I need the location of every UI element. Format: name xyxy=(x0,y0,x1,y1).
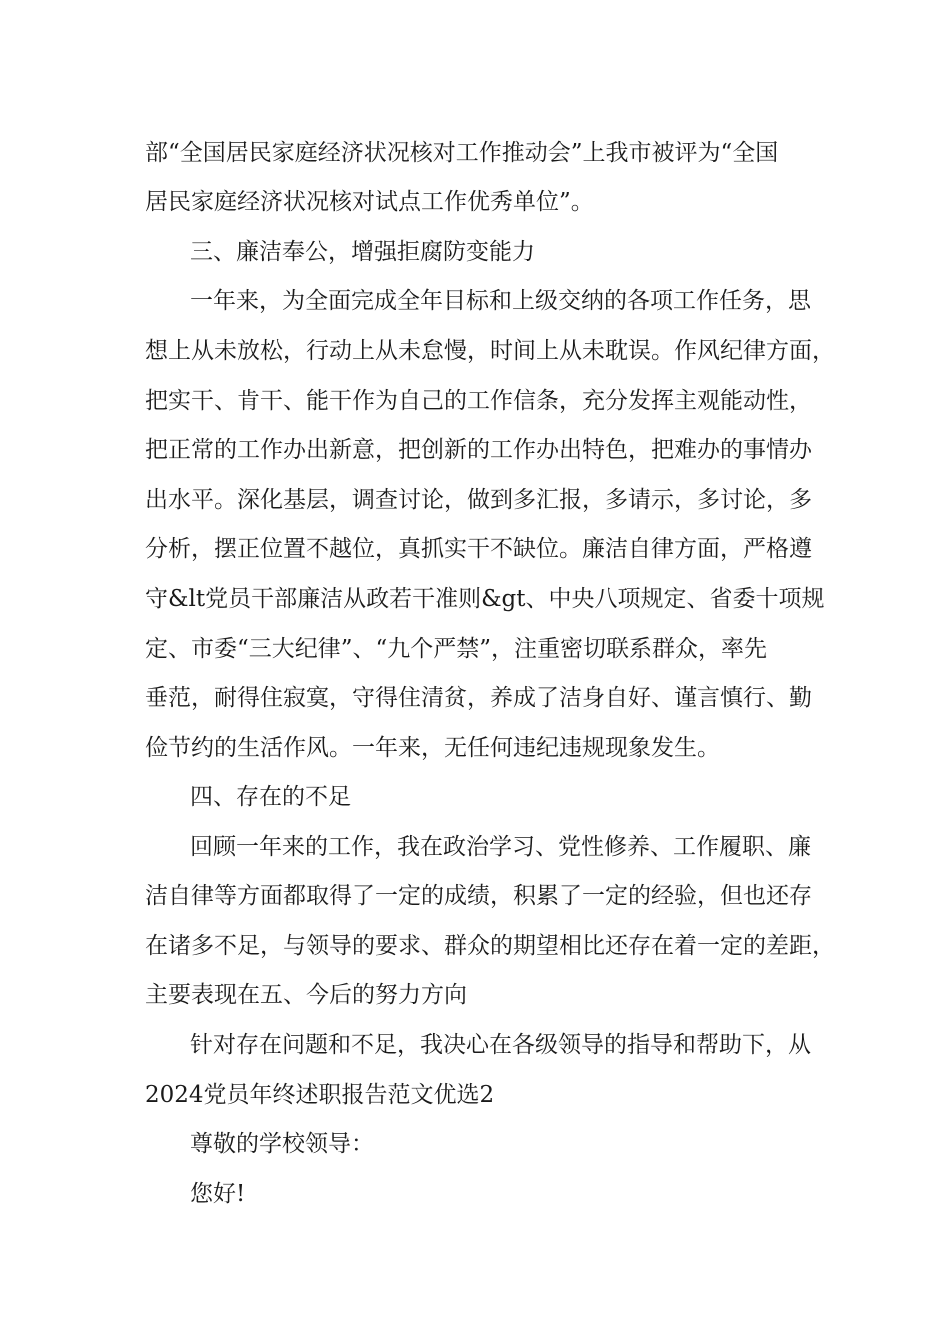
document-title: 2024党员年终述职报告范文优选2 xyxy=(145,1082,495,1108)
section-heading: 三、廉洁奉公，增强拒腐防变能力 xyxy=(190,239,535,265)
body-line: 部“全国居民家庭经济状况核对工作推动会”上我市被评为“全国 xyxy=(145,140,779,166)
body-line: 想上从未放松，行动上从未怠慢，时间上从未耽误。作风纪律方面， xyxy=(145,338,835,364)
body-line: 垂范，耐得住寂寞，守得住清贫，养成了洁身自好、谨言慎行、勤 xyxy=(145,685,812,711)
body-line: 定、市委“三大纪律”、“九个严禁”，注重密切联系群众，率先 xyxy=(145,636,768,662)
body-line: 把正常的工作办出新意，把创新的工作办出特色，把难办的事情办 xyxy=(145,437,812,463)
body-line: 居民家庭经济状况核对试点工作优秀单位”。 xyxy=(145,189,594,215)
section-heading: 四、存在的不足 xyxy=(190,784,351,810)
body-line: 把实干、肯干、能干作为自己的工作信条，充分发挥主观能动性， xyxy=(145,388,812,414)
body-line: 守&lt党员干部廉洁从政若干准则&gt、中央八项规定、省委十项规 xyxy=(145,586,825,612)
body-line: 回顾一年来的工作，我在政治学习、党性修养、工作履职、廉 xyxy=(190,834,811,860)
body-line: 在诸多不足，与领导的要求、群众的期望相比还存在着一定的差距， xyxy=(145,933,835,959)
body-line: 一年来，为全面完成全年目标和上级交纳的各项工作任务，思 xyxy=(190,288,811,314)
greeting: 您好! xyxy=(190,1181,246,1207)
salutation: 尊敬的学校领导： xyxy=(190,1131,374,1157)
body-line: 针对存在问题和不足，我决心在各级领导的指导和帮助下，从 xyxy=(190,1032,811,1058)
body-line: 分析，摆正位置不越位，真抓实干不缺位。廉洁自律方面，严格遵 xyxy=(145,536,812,562)
body-line: 主要表现在五、今后的努力方向 xyxy=(145,982,467,1008)
body-line: 洁自律等方面都取得了一定的成绩，积累了一定的经验，但也还存 xyxy=(145,883,812,909)
body-line: 俭节约的生活作风。一年来，无任何违纪违规现象发生。 xyxy=(145,735,720,761)
body-line: 出水平。深化基层，调查讨论，做到多汇报，多请示，多讨论，多 xyxy=(145,487,812,513)
